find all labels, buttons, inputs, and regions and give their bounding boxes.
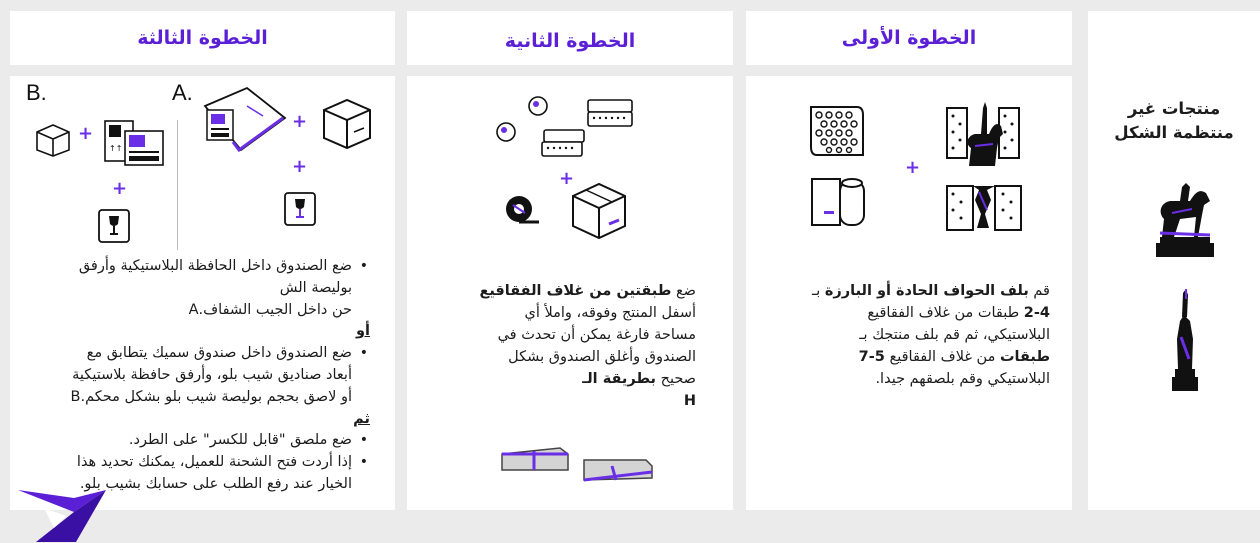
bubble-wrap-pieces-icon xyxy=(492,92,636,162)
h-taping-diagram xyxy=(500,444,655,484)
step2-plus: + xyxy=(559,168,575,189)
svg-text:↑↑: ↑↑ xyxy=(109,144,123,153)
step2-title: الخطوة الثانية xyxy=(504,30,636,52)
tape-icon xyxy=(503,193,541,225)
option-divider xyxy=(177,120,178,250)
step3-plus-b1: + xyxy=(78,123,94,144)
or-heading: أو xyxy=(356,323,370,340)
step1-header xyxy=(746,11,1072,65)
step3-bullet-1: • ضع الصندوق داخل الحافظة البلاستيكية وأرفق بوليصة الش حن داخل الجيب الشفاف.A xyxy=(18,256,370,321)
step3-bullet-3: • ضع ملصق "قابل للكسر" على الطرد. xyxy=(18,430,370,452)
option-a-label: A. xyxy=(172,80,193,105)
option-b-label: B. xyxy=(26,80,47,105)
step3-plus-a2: + xyxy=(292,156,308,177)
wrapped-statue-icon xyxy=(945,100,1023,170)
step3-plus-a1: + xyxy=(292,111,308,132)
category-panel xyxy=(1088,11,1260,510)
step2-instructions: ضع طبقتين من غلاف الفقاقيع أسفل المنتج وفوقه، واملأ أي مساحة فارغة يمكن أن تحدث في الصندوق وأغلق الصندوق بشكل صحيح بطريقة الـ H xyxy=(479,283,696,409)
wrapped-sharp-edges-icon xyxy=(945,180,1023,234)
fragile-label-icon xyxy=(97,208,131,244)
step3-bullet-2: • ضع الصندوق داخل صندوق سميك يتطابق مع أبعاد صناديق شيب بلو، وأرفق حافظة بلاستيكية أو لاصق بحجم بوليصة شيب بلو بشكل محكم.B xyxy=(18,343,370,408)
step3-instructions xyxy=(18,256,370,496)
step3-title: الخطوة الثالثة xyxy=(137,27,268,49)
step3-plus-b2: + xyxy=(112,178,128,199)
statue-icon xyxy=(1168,287,1202,393)
thick-box-with-label-icon xyxy=(103,117,165,167)
category-title: منتجات غير منتظمة الشكل xyxy=(1114,99,1234,142)
step3-bullet-4: • إذا أردت فتح الشحنة للعميل، يمكنك تحديد هذا الخيار عند رفع الطلب على حسابك بشيب بلو. xyxy=(18,452,370,496)
box-icon xyxy=(34,122,72,158)
then-heading: ثم xyxy=(353,410,370,427)
document-pouch-icon xyxy=(203,86,287,152)
bubble-wrap-sheet-icon xyxy=(810,175,866,229)
step1-instructions: قم بلف الحواف الحادة أو البارزة بـ 2-4 طبقات من غلاف الفقاقيع البلاستيكي، ثم قم بلف منتجك بـ طبقات من غلاف الفقاقيع 5-7 البلاستيكي وقم بلصقهم جيدا. xyxy=(811,283,1050,387)
box-icon xyxy=(569,180,629,240)
box-icon xyxy=(320,96,374,150)
bubble-wrap-roll-icon xyxy=(807,103,865,159)
shipblu-logo-icon xyxy=(14,488,110,543)
step2-header xyxy=(407,11,733,65)
equestrian-statue-icon xyxy=(1150,179,1220,261)
step1-plus: + xyxy=(905,157,921,178)
step1-title: الخطوة الأولى xyxy=(841,27,977,49)
fragile-label-icon xyxy=(283,191,317,227)
step3-header xyxy=(10,11,395,65)
